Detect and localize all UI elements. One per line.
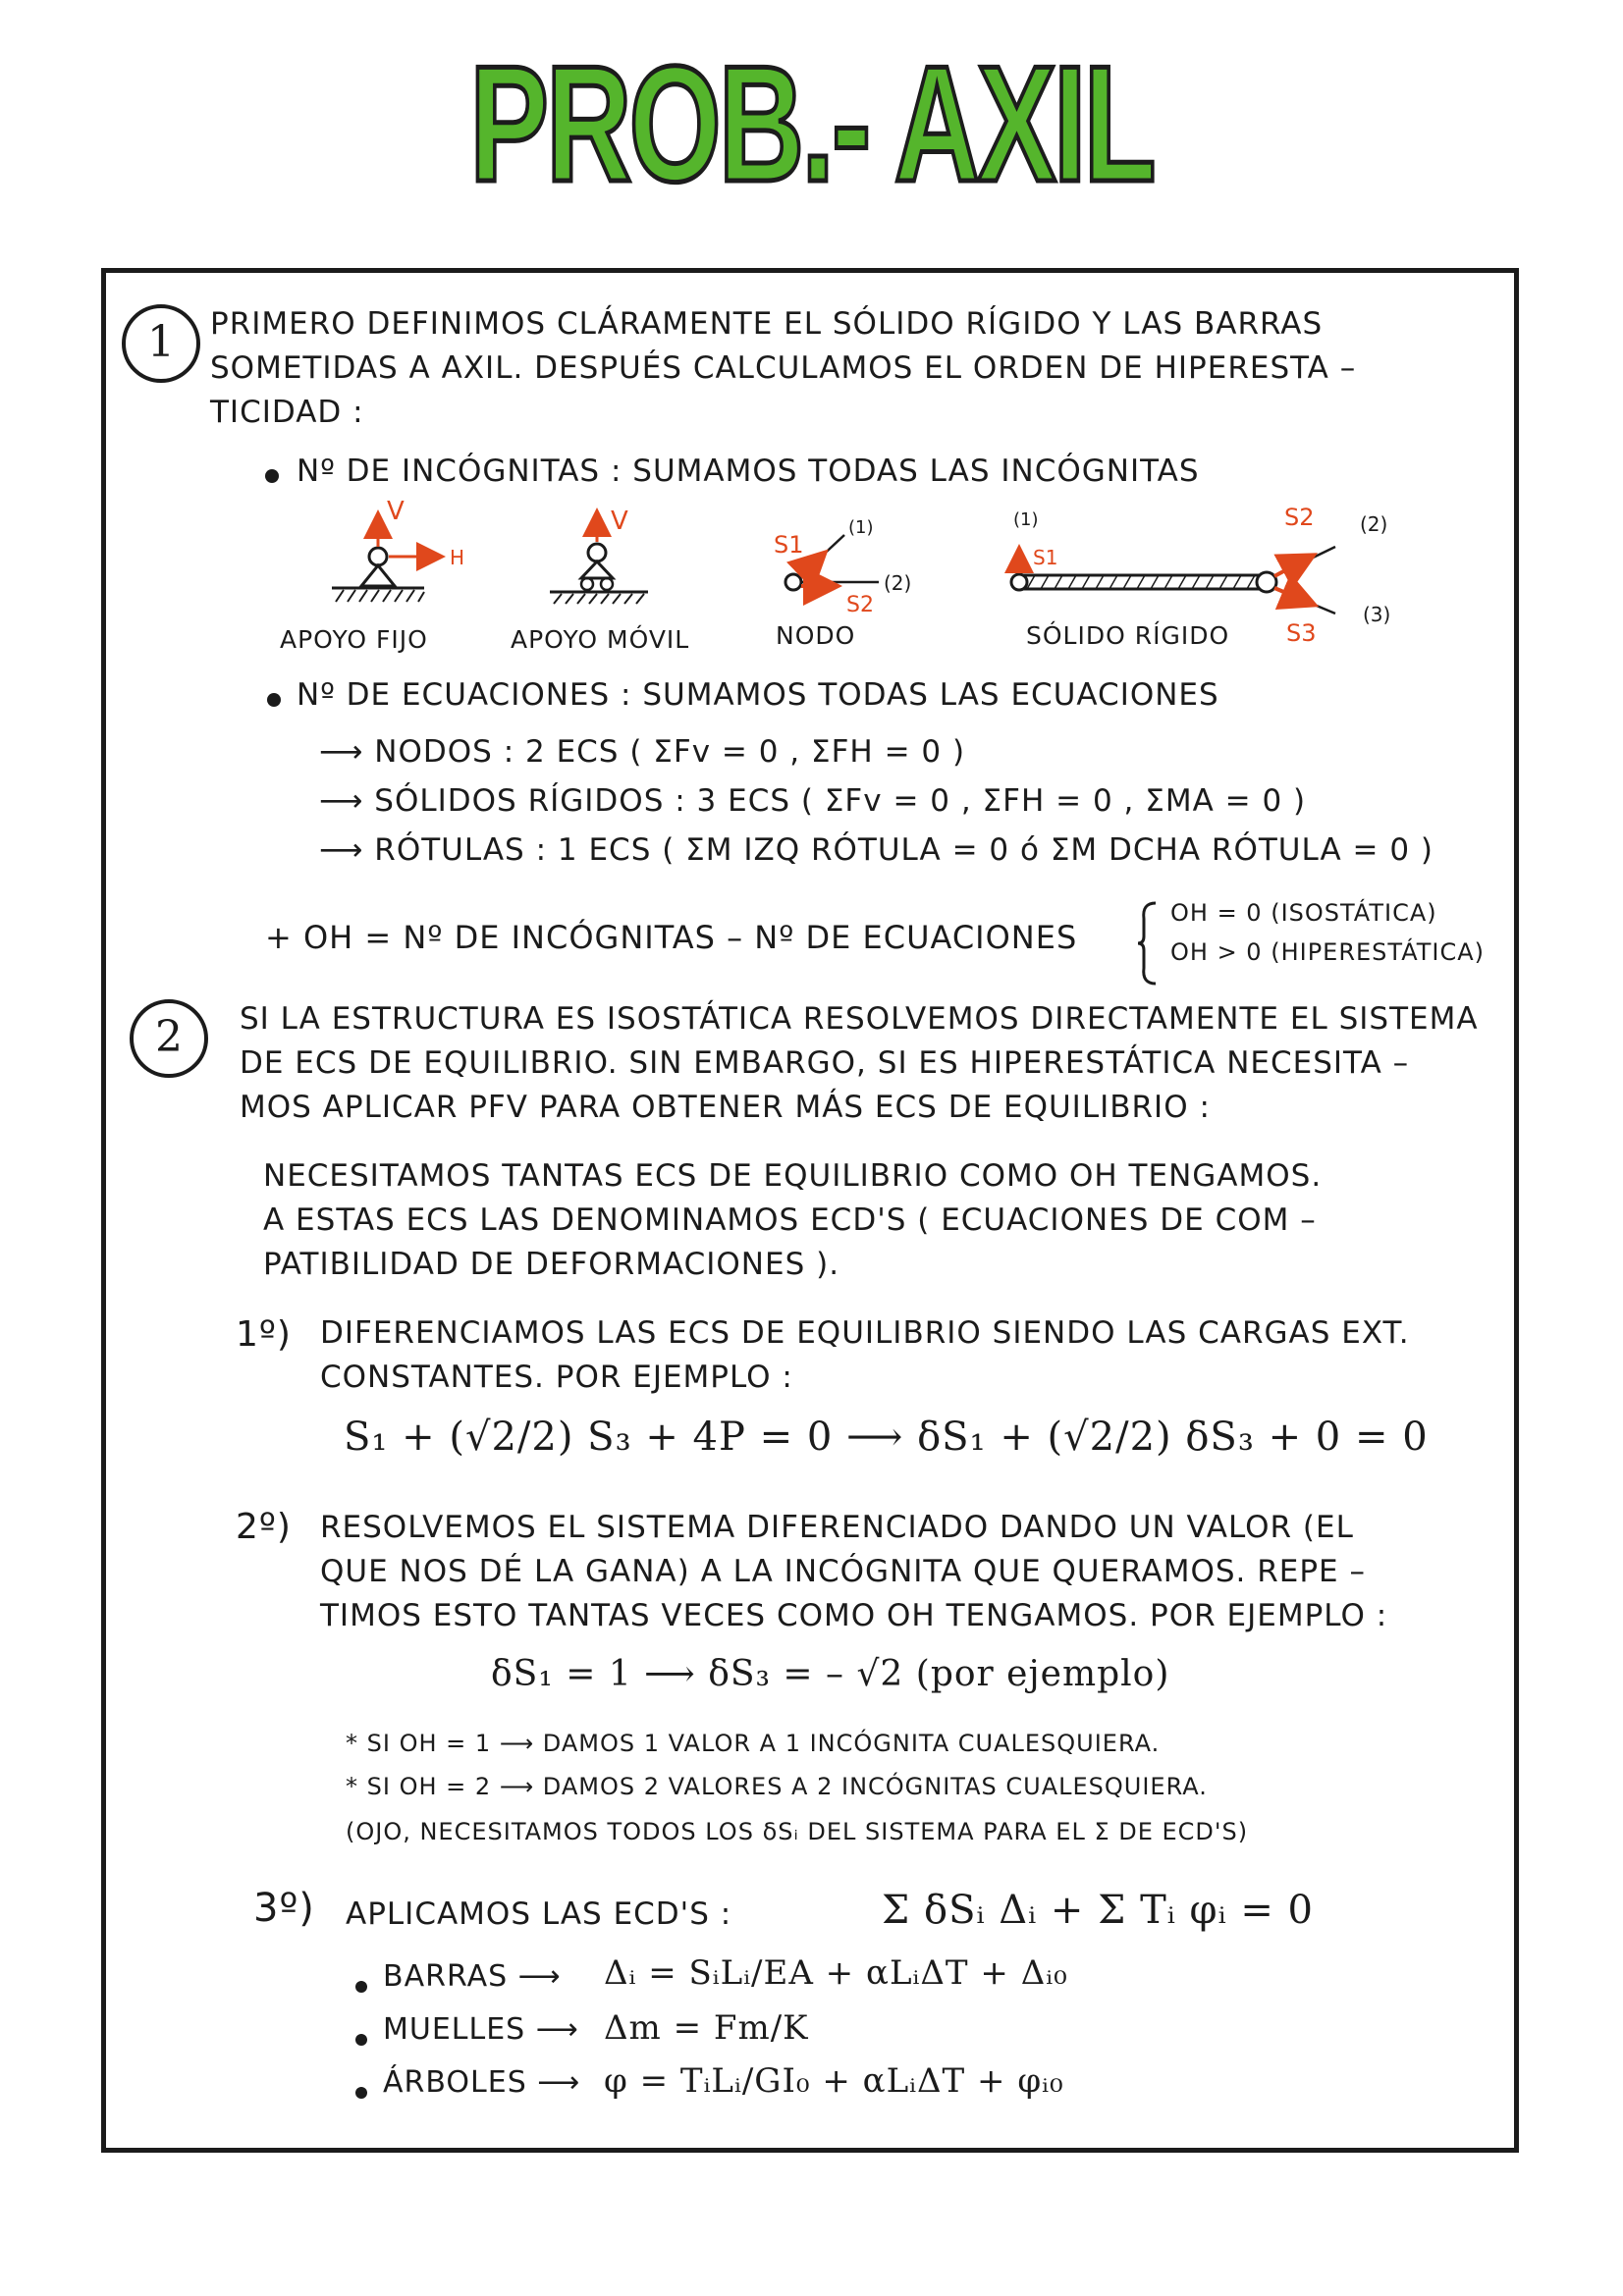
unknowns-heading: Nº DE INCÓGNITAS : SUMAMOS TODAS LAS INCÓGNITAS [297,454,1200,489]
step-1-line-2: SOMETIDAS A AXIL. DESPUÉS CALCULAMOS EL ORDEN DE HIPERESTA – [210,350,1357,386]
apoyo-movil-v-label: V [611,507,628,536]
bullet [355,2034,367,2046]
apoyo-movil-label: APOYO MÓVIL [511,625,690,654]
sub-2-line-2: QUE NOS DÉ LA GANA) A LA INCÓGNITA QUE QUERAMOS. REPE – [320,1554,1366,1589]
note-2: * SI OH = 2 ⟶ DAMOS 2 VALORES A 2 INCÓGNITAS CUALESQUIERA. [346,1773,1208,1800]
step-1-line-3: TICIDAD : [210,395,364,430]
bullet [267,693,281,707]
sub-1-number: 1º) [236,1314,292,1355]
sub-3-equation: Σ δSᵢ Δᵢ + Σ Tᵢ φᵢ = 0 [882,1888,1315,1933]
bullet [355,2087,367,2099]
solido-bar3-label: (3) [1363,603,1391,626]
bullet [355,1981,367,1993]
need-line-1: NECESITAMOS TANTAS ECS DE EQUILIBRIO COMO OH TENGAMOS. [263,1158,1323,1194]
nodo-symbol [774,517,911,617]
bullet [265,469,279,483]
sub-2-equation: δS₁ = 1 ⟶ δS₃ = – √2 (por ejemplo) [491,1654,1170,1694]
sub-3-text: APLICAMOS LAS ECD'S : [346,1896,732,1932]
oh-case-iso: OH = 0 (ISOSTÁTICA) [1170,899,1437,927]
apoyo-fijo-symbol [332,497,464,602]
item-barras-formula: Δᵢ = SᵢLᵢ/EA + αLᵢΔT + Δᵢ₀ [604,1953,1068,1993]
apoyo-movil-symbol [550,507,648,604]
item-arboles-formula: φ = TᵢLᵢ/GI₀ + αLᵢΔT + φᵢ₀ [604,2061,1064,2101]
page-title: PROB.- AXIL [469,31,1154,216]
solido-s1-label: S1 [1033,546,1058,569]
sub-2-line-3: TIMOS ESTO TANTAS VECES COMO OH TENGAMOS. POR EJEMPLO : [320,1598,1388,1633]
need-line-2: A ESTAS ECS LAS DENOMINAMOS ECD'S ( ECUACIONES DE COM – [263,1202,1317,1238]
sub-2-number: 2º) [236,1507,292,1547]
apoyo-fijo-h-label: H [450,546,465,569]
sub-1-equation: S₁ + (√2/2) S₃ + 4P = 0 ⟶ δS₁ + (√2/2) δS₃ + 0 = 0 [344,1415,1429,1460]
item-muelles-formula: Δm = Fm/K [604,2008,809,2048]
item-barras-label: BARRAS ⟶ [383,1959,562,1994]
nodo-s2-label: S2 [846,593,874,617]
solido-bar2-label: (2) [1360,512,1388,536]
oh-formula: + OH = Nº DE INCÓGNITAS – Nº DE ECUACIONES [265,919,1078,956]
apoyo-fijo-label: APOYO FIJO [280,625,428,654]
solido-rigido-label: SÓLIDO RÍGIDO [1026,621,1230,650]
sub-3-number: 3º) [253,1886,315,1931]
note-3: (OJO, NECESITAMOS TODOS LOS δSᵢ DEL SISTEMA PARA EL Σ DE ECD'S) [346,1818,1249,1845]
solido-s3-label: S3 [1286,619,1317,647]
sub-1-line-2: CONSTANTES. POR EJEMPLO : [320,1360,793,1395]
nodo-bar1-label: (1) [848,517,874,538]
solido-bar1-label: (1) [1013,509,1039,530]
eq-line-solidos: ⟶ SÓLIDOS RÍGIDOS : 3 ECS ( ΣFv = 0 , ΣFH = 0 , ΣMA = 0 ) [319,783,1307,819]
nodo-label: NODO [776,621,856,650]
need-line-3: PATIBILIDAD DE DEFORMACIONES ). [263,1247,840,1282]
step-1-line-1: PRIMERO DEFINIMOS CLÁRAMENTE EL SÓLIDO RÍGIDO Y LAS BARRAS [210,306,1324,342]
step-2-number: 2 [130,999,208,1078]
apoyo-fijo-v-label: V [387,497,405,526]
solido-s2-label: S2 [1284,504,1315,531]
sub-1-line-1: DIFERENCIAMOS LAS ECS DE EQUILIBRIO SIENDO LAS CARGAS EXT. [320,1315,1410,1351]
note-1: * SI OH = 1 ⟶ DAMOS 1 VALOR A 1 INCÓGNITA CUALESQUIERA. [346,1730,1161,1757]
item-muelles-label: MUELLES ⟶ [383,2012,579,2047]
step-2-line-3: MOS APLICAR PFV PARA OBTENER MÁS ECS DE EQUILIBRIO : [240,1090,1211,1125]
eq-line-rotulas: ⟶ RÓTULAS : 1 ECS ( ΣM IZQ RÓTULA = 0 ó ΣM DCHA RÓTULA = 0 ) [319,832,1434,868]
step-2-line-2: DE ECS DE EQUILIBRIO. SIN EMBARGO, SI ES HIPERESTÁTICA NECESITA – [240,1045,1410,1081]
step-1-number: 1 [122,304,200,383]
equations-heading: Nº DE ECUACIONES : SUMAMOS TODAS LAS ECUACIONES [297,677,1219,713]
nodo-bar2-label: (2) [884,571,912,595]
nodo-s1-label: S1 [774,531,804,559]
eq-line-nodos: ⟶ NODOS : 2 ECS ( ΣFv = 0 , ΣFH = 0 ) [319,734,966,770]
sub-2-line-1: RESOLVEMOS EL SISTEMA DIFERENCIADO DANDO UN VALOR (EL [320,1510,1354,1545]
item-arboles-label: ÁRBOLES ⟶ [383,2065,581,2100]
oh-case-hiper: OH > 0 (HIPERESTÁTICA) [1170,938,1486,966]
brace [1134,899,1163,988]
support-diagram [265,496,1512,672]
step-2-line-1: SI LA ESTRUCTURA ES ISOSTÁTICA RESOLVEMOS DIRECTAMENTE EL SISTEMA [240,1001,1479,1037]
